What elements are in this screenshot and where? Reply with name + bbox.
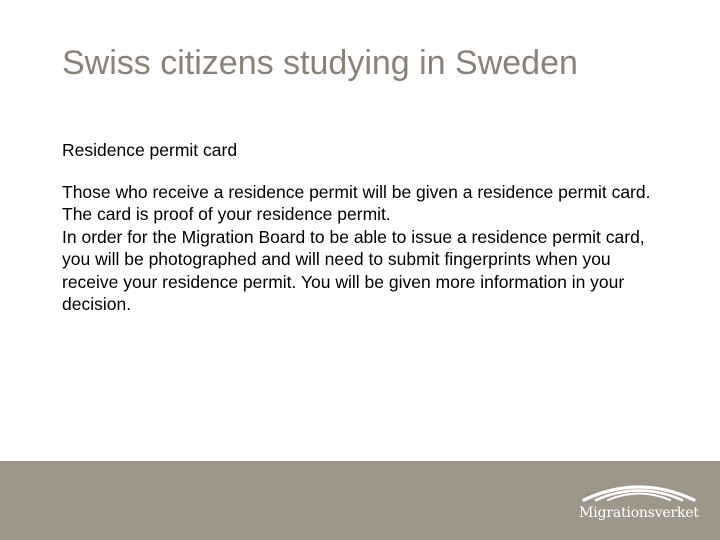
- content-paragraph-2: In order for the Migration Board to be able to issue a residence permit card, you will be photographed and will need to submit fingerprints when you receive your residence permit. You will be given more information in your decision.: [62, 226, 645, 314]
- content-paragraph-1: Those who receive a residence permit will be given a residence permit card. The card is proof of your residence permit.: [62, 181, 651, 224]
- migrationsverket-logo: [574, 478, 704, 528]
- slide-content: [62, 139, 662, 316]
- content-subheading: Residence permit card: [62, 140, 238, 160]
- arc-swoosh-icon: [580, 478, 698, 502]
- logo-wordmark: Migrationsverket: [579, 505, 699, 521]
- slide-title: Swiss citizens studying in Sweden: [62, 44, 578, 82]
